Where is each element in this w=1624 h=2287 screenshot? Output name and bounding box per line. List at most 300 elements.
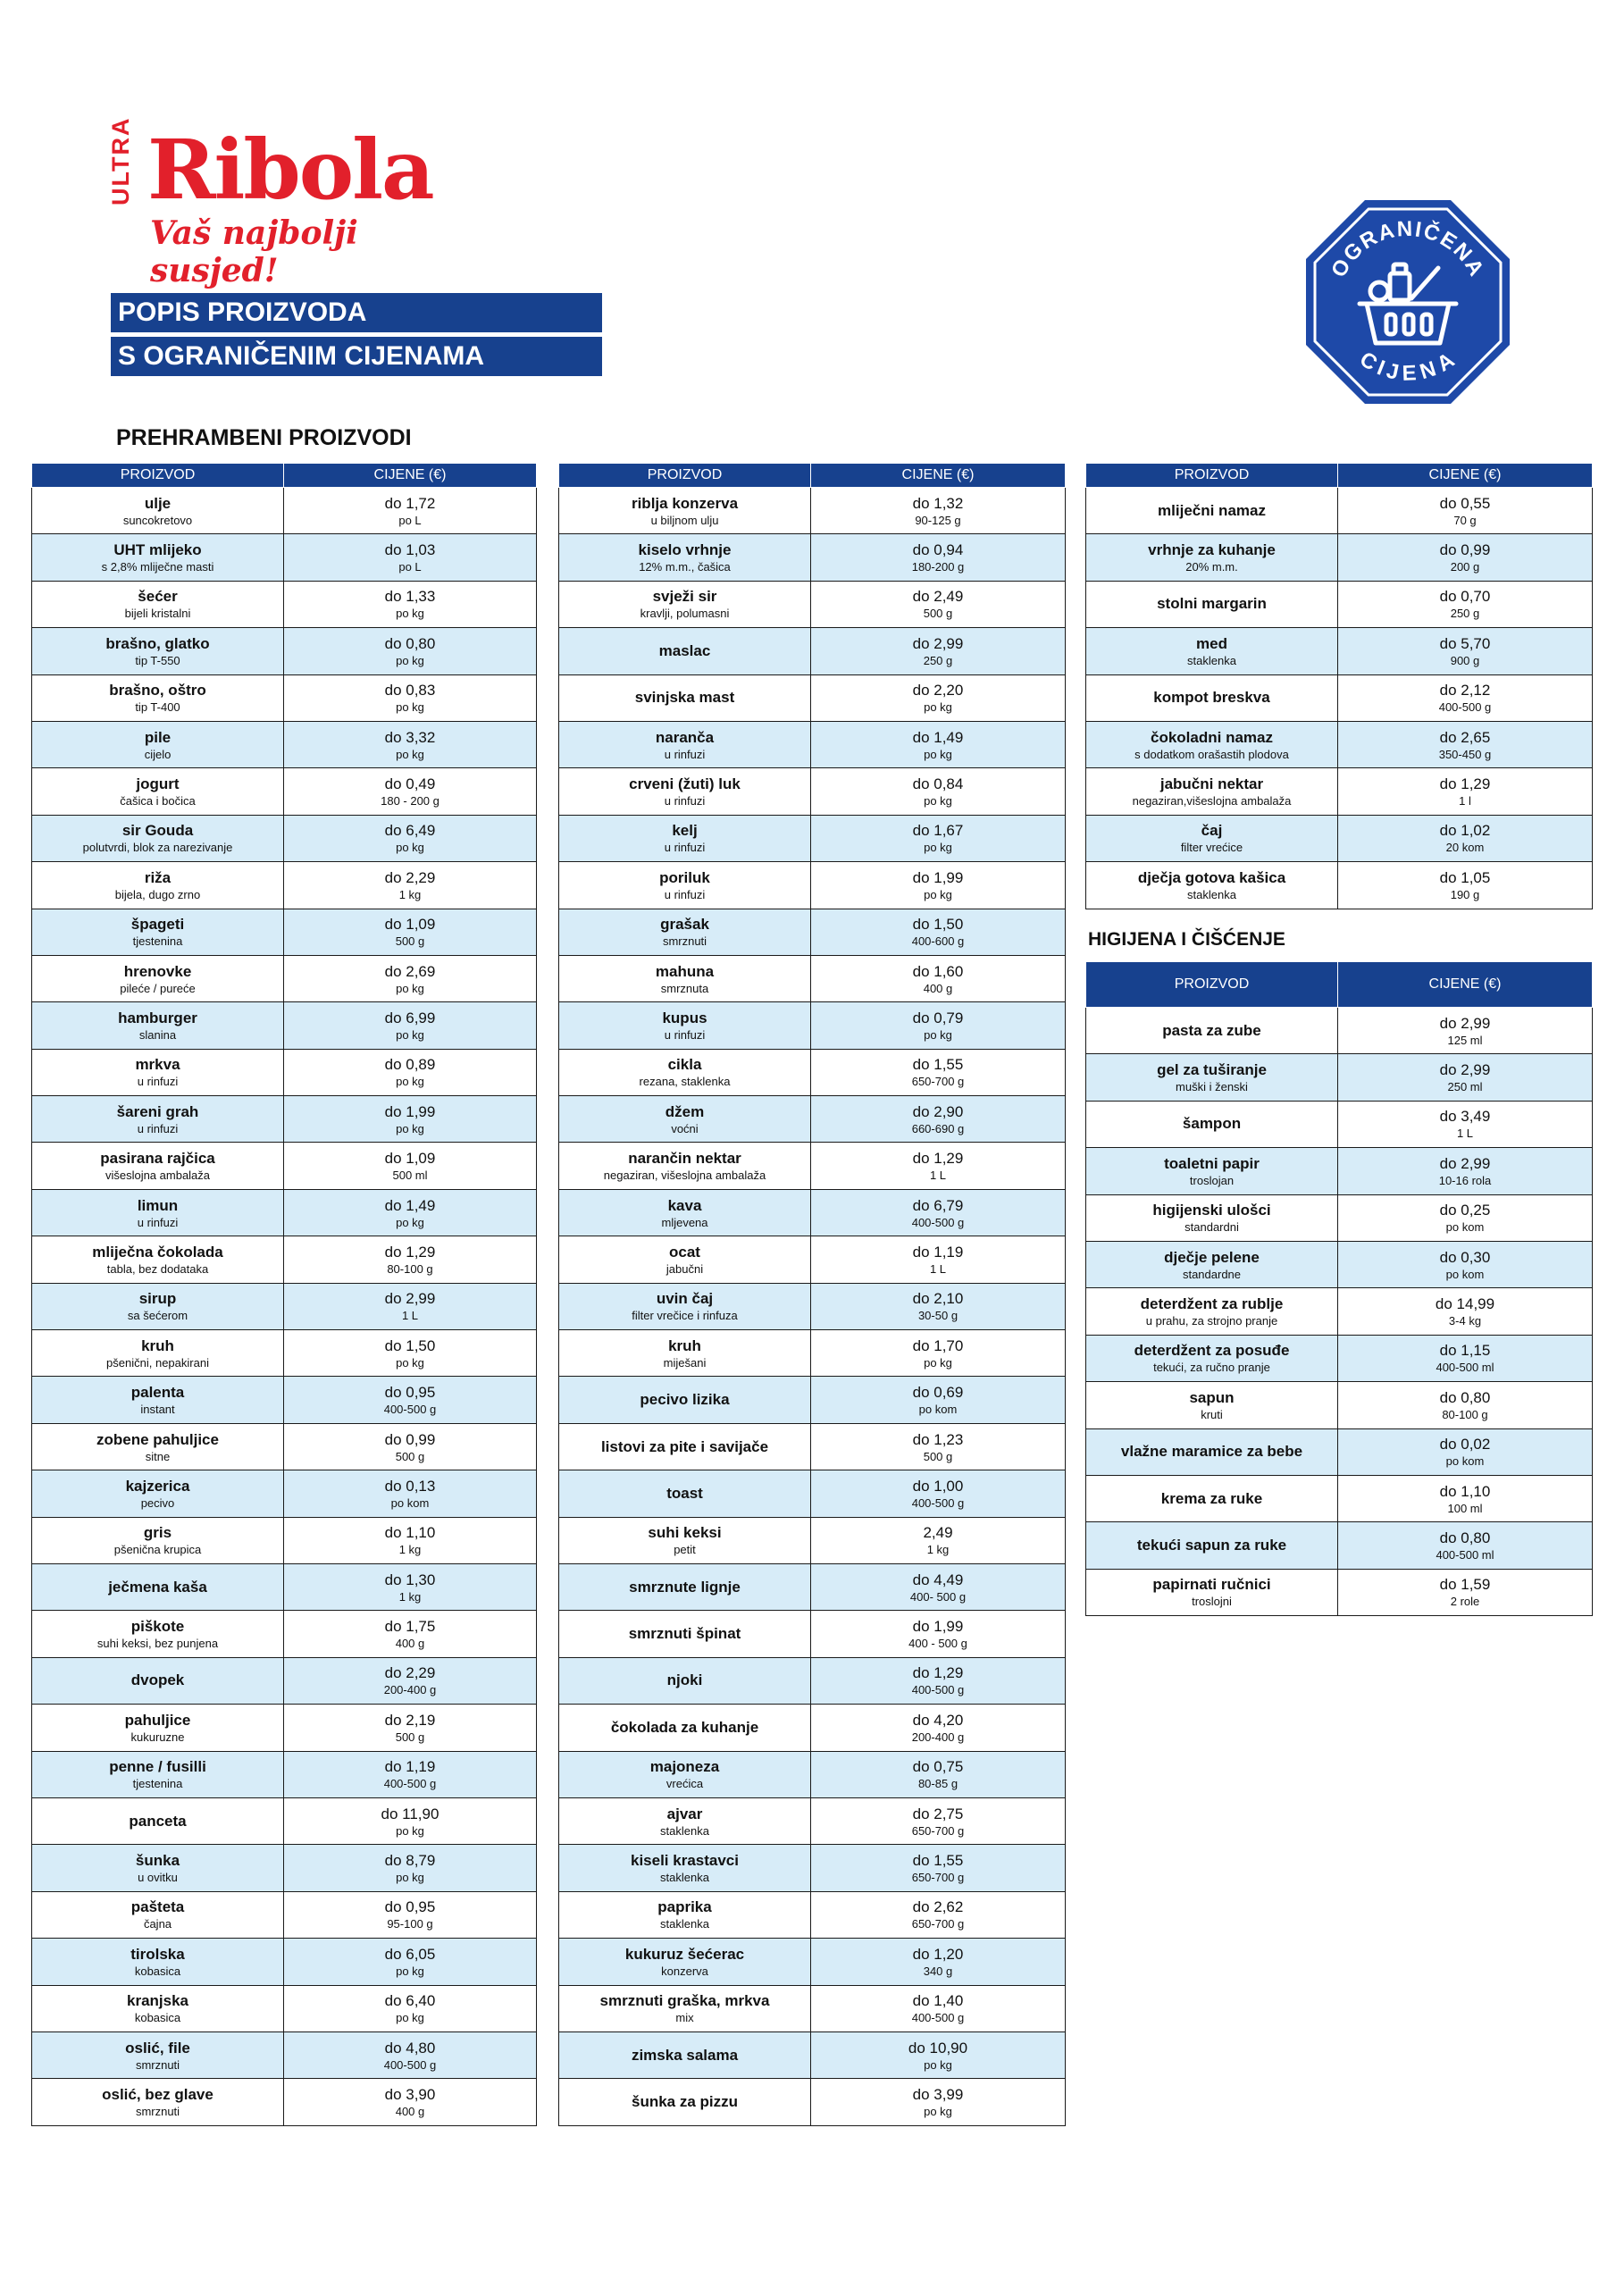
product-name: sapun [1189, 1388, 1235, 1406]
price-cell [811, 1705, 1066, 1751]
product-description: 12% m.m., čašica [639, 560, 731, 574]
price-value: do 2,99 [1439, 1014, 1491, 1032]
product-cell [32, 1283, 284, 1329]
product-name: mrkva [135, 1056, 180, 1074]
table-row [1086, 1148, 1593, 1194]
price-cell [284, 1751, 537, 1797]
header-price: CIJENE (€) [284, 464, 537, 488]
product-cell [32, 1563, 284, 1610]
product-name: kelj [672, 822, 698, 840]
price-cell [284, 1283, 537, 1329]
product-cell [1086, 1335, 1338, 1381]
price-cell [811, 1189, 1066, 1236]
price-unit: 500 g [395, 934, 425, 949]
product-cell [559, 1377, 811, 1423]
price-unit: 500 ml [392, 1169, 428, 1183]
product-name: vrhnje za kuhanje [1148, 541, 1276, 559]
price-cell [811, 1283, 1066, 1329]
price-unit: 350-450 g [1438, 747, 1492, 761]
price-value: do 0,84 [912, 775, 964, 793]
product-description: slanina [138, 1027, 177, 1042]
price-unit: 3-4 kg [1448, 1314, 1482, 1328]
price-cell [811, 2031, 1066, 2078]
price-value: do 1,60 [912, 962, 964, 980]
product-description: cijelo [144, 747, 172, 761]
table-row [1086, 628, 1593, 674]
price-cell [1338, 1569, 1593, 1615]
price-value: do 0,99 [1439, 541, 1491, 559]
hygiene-section-title: HIGIJENA I ČIŠĆENJE [1088, 929, 1285, 950]
price-cell [811, 1236, 1066, 1283]
product-name: pasirana rajčica [100, 1150, 215, 1168]
price-unit: po kg [924, 794, 952, 808]
price-cell [284, 1330, 537, 1377]
price-value: do 0,95 [384, 1384, 436, 1402]
product-name: riblja konzerva [631, 494, 739, 512]
product-name: listovi za pite i savijače [600, 1437, 769, 1455]
price-cell [284, 1002, 537, 1049]
table-row [559, 488, 1066, 534]
product-description: u rinfuzi [137, 1215, 179, 1229]
table-row [32, 2031, 537, 2078]
product-cell [32, 1002, 284, 1049]
product-cell [559, 1283, 811, 1329]
table-row [1086, 1428, 1593, 1475]
price-cell [811, 1377, 1066, 1423]
table-row [32, 909, 537, 955]
table-row [32, 1189, 537, 1236]
product-cell [32, 1751, 284, 1797]
table-row [559, 1236, 1066, 1283]
product-cell [32, 1049, 284, 1095]
price-cell [284, 815, 537, 861]
price-unit: po kg [924, 2057, 952, 2072]
product-description: suncokretovo [122, 513, 193, 527]
price-unit: 10-16 rola [1438, 1173, 1492, 1187]
table-row [32, 1236, 537, 1283]
price-unit: po kg [396, 1355, 424, 1370]
product-description: čašica i bočica [120, 794, 196, 808]
product-name: uvin čaj [656, 1290, 714, 1308]
table-row [32, 1985, 537, 2031]
price-unit: 1 l [1459, 794, 1471, 808]
product-cell [559, 2031, 811, 2078]
price-cell [1338, 1101, 1593, 1147]
price-value: do 2,29 [384, 1664, 436, 1682]
product-description: smrznuta [660, 981, 709, 995]
product-cell [32, 1470, 284, 1517]
product-description: kruti [1201, 1407, 1223, 1421]
product-cell [32, 721, 284, 767]
product-cell [32, 1189, 284, 1236]
product-name: riža [144, 868, 172, 886]
price-unit: po kg [396, 1075, 424, 1089]
product-name: gel za tuširanje [1157, 1061, 1267, 1079]
product-name: kruh [141, 1336, 174, 1354]
price-unit: 180-200 g [911, 560, 965, 574]
price-cell [1338, 768, 1593, 815]
price-unit: po kg [396, 1121, 424, 1135]
price-value: do 1,09 [384, 916, 436, 934]
price-cell [284, 1845, 537, 1891]
price-unit: 250 ml [1447, 1080, 1483, 1094]
product-name: jabučni nektar [1159, 775, 1264, 793]
product-description: s 2,8% mliječne masti [101, 560, 214, 574]
product-name: kiseli krastavci [631, 1852, 739, 1870]
price-unit: 650-700 g [911, 1917, 965, 1931]
product-name: brašno, glatko [105, 634, 210, 652]
product-description: tjestenina [132, 1777, 183, 1791]
price-cell [284, 2079, 537, 2125]
price-cell [284, 1377, 537, 1423]
product-description: u rinfuzi [664, 1027, 706, 1042]
table-row [559, 628, 1066, 674]
price-unit: 340 g [923, 1964, 953, 1978]
product-cell [32, 1985, 284, 2031]
product-description: filter vrećice [1180, 841, 1243, 855]
product-description: u rinfuzi [664, 747, 706, 761]
price-cell [811, 1517, 1066, 1563]
product-name: ocat [669, 1243, 700, 1261]
price-unit: 250 g [923, 653, 953, 667]
product-name: jogurt [136, 775, 180, 793]
price-cell [811, 1939, 1066, 1985]
price-unit: 400-500 g [383, 1777, 437, 1791]
product-cell [559, 1657, 811, 1704]
price-unit: 500 g [923, 607, 953, 621]
price-unit: po L [398, 513, 422, 527]
product-description: u rinfuzi [137, 1121, 179, 1135]
price-unit: po kg [396, 607, 424, 621]
product-description: mix [675, 2011, 694, 2025]
price-value: do 2,29 [384, 868, 436, 886]
price-value: do 2,75 [912, 1805, 964, 1822]
table-row [559, 1096, 1066, 1143]
table-row [1086, 581, 1593, 627]
price-cell [811, 674, 1066, 721]
price-unit: 400- 500 g [909, 1589, 967, 1604]
price-unit: 30-50 g [917, 1309, 958, 1323]
price-value: do 0,49 [384, 775, 436, 793]
product-cell [32, 2031, 284, 2078]
price-value: do 14,99 [1435, 1295, 1495, 1313]
price-cell [1338, 1335, 1593, 1381]
product-cell [32, 1236, 284, 1283]
price-cell [811, 862, 1066, 909]
product-cell [559, 1002, 811, 1049]
product-cell [32, 768, 284, 815]
product-cell [32, 1377, 284, 1423]
price-value: do 0,94 [912, 541, 964, 559]
product-name: cikla [667, 1056, 702, 1074]
price-cell [811, 1563, 1066, 1610]
product-cell [559, 1049, 811, 1095]
price-cell [284, 1470, 537, 1517]
price-cell [284, 1049, 537, 1095]
product-name: toast [666, 1484, 703, 1502]
table-row [1086, 1241, 1593, 1287]
product-description: u ovitku [138, 1871, 178, 1885]
product-name: smrznute lignje [629, 1578, 741, 1596]
product-description: smrznuti [662, 934, 707, 949]
product-description: polutvrdi, blok za narezivanje [82, 841, 233, 855]
price-value: do 3,49 [1439, 1108, 1491, 1126]
price-unit: 660-690 g [911, 1121, 965, 1135]
product-cell [559, 1470, 811, 1517]
price-cell [1338, 1008, 1593, 1054]
table-row [32, 1330, 537, 1377]
price-value: do 1,75 [384, 1618, 436, 1636]
table-row [32, 2079, 537, 2125]
product-description: staklenka [660, 1823, 709, 1838]
table-row [1086, 1288, 1593, 1335]
table-row [559, 815, 1066, 861]
page-title-line-2: S OGRANIČENIM CIJENAMA [111, 337, 602, 376]
price-cell [1338, 674, 1593, 721]
product-cell [1086, 1241, 1338, 1287]
product-description: staklenka [1187, 653, 1236, 667]
product-name: čokolada za kuhanje [610, 1718, 759, 1736]
price-unit: 200-400 g [911, 1730, 965, 1744]
price-unit: po kg [396, 747, 424, 761]
table-row [1086, 534, 1593, 581]
product-cell [559, 1563, 811, 1610]
product-name: papirnati ručnici [1152, 1576, 1271, 1594]
product-description: u biljnom ulju [650, 513, 719, 527]
price-cell [1338, 1382, 1593, 1428]
table-row [32, 1797, 537, 1844]
product-name: med [1196, 634, 1227, 652]
price-value: 2,49 [923, 1524, 953, 1542]
product-cell [32, 1657, 284, 1704]
product-description: negaziran,višeslojna ambalaža [1132, 794, 1292, 808]
product-cell [559, 1096, 811, 1143]
product-cell [1086, 1382, 1338, 1428]
price-unit: 250 g [1450, 607, 1480, 621]
product-name: smrznuti graška, mrkva [599, 1992, 770, 2010]
table-row [559, 1705, 1066, 1751]
price-cell [284, 955, 537, 1001]
product-name: šunka [135, 1852, 180, 1870]
product-description: u rinfuzi [137, 1075, 179, 1089]
product-name: svinjska mast [634, 689, 735, 707]
product-cell [32, 815, 284, 861]
product-cell [1086, 1194, 1338, 1241]
table-row [559, 1611, 1066, 1657]
product-name: oslić, file [125, 2039, 190, 2057]
product-name: naranča [655, 728, 715, 746]
price-cell [1338, 534, 1593, 581]
product-name: suhi keksi [648, 1524, 722, 1542]
product-description: bijela, dugo zrno [114, 887, 201, 901]
product-cell [559, 581, 811, 627]
product-cell [559, 1985, 811, 2031]
product-cell [32, 2079, 284, 2125]
product-name: hrenovke [123, 962, 192, 980]
product-name: pasta za zube [1162, 1021, 1261, 1039]
price-cell [1338, 628, 1593, 674]
price-value: do 10,90 [908, 2039, 968, 2057]
price-value: do 2,99 [1439, 1061, 1491, 1079]
price-unit: po kom [1445, 1267, 1485, 1281]
product-cell [1086, 1475, 1338, 1521]
price-unit: po kg [396, 1215, 424, 1229]
price-value: do 0,83 [384, 682, 436, 700]
product-cell [32, 1891, 284, 1938]
price-cell [811, 1002, 1066, 1049]
table-row [559, 1517, 1066, 1563]
price-value: do 1,50 [912, 916, 964, 934]
product-cell [32, 1330, 284, 1377]
limited-price-badge [1304, 198, 1511, 406]
table-row [32, 815, 537, 861]
product-cell [1086, 1101, 1338, 1147]
table-row [32, 1939, 537, 1985]
price-cell [1338, 1475, 1593, 1521]
price-cell [1338, 862, 1593, 909]
price-cell [284, 1143, 537, 1189]
product-cell [32, 1845, 284, 1891]
product-description: standardni [1185, 1220, 1239, 1235]
product-name: ulje [144, 494, 172, 512]
product-name: kajzerica [125, 1477, 190, 1495]
price-unit: 190 g [1450, 887, 1480, 901]
product-cell [32, 1096, 284, 1143]
price-cell [811, 815, 1066, 861]
product-cell [1086, 488, 1338, 534]
product-cell [559, 1891, 811, 1938]
product-cell [559, 488, 811, 534]
price-unit: 400 g [923, 981, 953, 995]
price-cell [811, 1657, 1066, 1704]
price-value: do 2,69 [384, 962, 436, 980]
product-cell [559, 1705, 811, 1751]
table-row [559, 1330, 1066, 1377]
food-table-3 [1085, 463, 1593, 909]
price-unit: 400 g [395, 2104, 425, 2118]
product-cell [1086, 1288, 1338, 1335]
price-unit: po kom [918, 1403, 958, 1417]
product-cell [559, 1611, 811, 1657]
price-cell [1338, 1194, 1593, 1241]
price-value: do 1,29 [1439, 775, 1491, 793]
price-cell [811, 721, 1066, 767]
price-value: do 1,29 [912, 1150, 964, 1168]
product-name: njoki [666, 1671, 703, 1689]
price-value: do 0,70 [1439, 588, 1491, 606]
table-row [559, 1751, 1066, 1797]
ribola-logo [107, 116, 482, 289]
price-value: do 0,80 [384, 634, 436, 652]
price-unit: po L [398, 560, 422, 574]
product-name: limun [137, 1196, 179, 1214]
product-description: filter vrečice i rinfuza [632, 1309, 738, 1323]
product-description: kobasica [134, 1964, 181, 1978]
product-description: mljevena [661, 1215, 708, 1229]
table-row [32, 674, 537, 721]
product-description: staklenka [1187, 887, 1236, 901]
price-value: do 3,32 [384, 728, 436, 746]
price-cell [284, 768, 537, 815]
price-value: do 0,80 [1439, 1388, 1491, 1406]
product-name: kukuruz šećerac [624, 1945, 745, 1963]
product-description: kukuruzne [130, 1730, 185, 1744]
price-value: do 1,55 [912, 1852, 964, 1870]
product-cell [32, 1705, 284, 1751]
price-value: do 0,30 [1439, 1248, 1491, 1266]
product-name: piškote [130, 1618, 185, 1636]
product-name: sir Gouda [121, 822, 194, 840]
table-row [559, 909, 1066, 955]
table-row [559, 1423, 1066, 1470]
price-value: do 1,70 [912, 1336, 964, 1354]
price-value: do 1,00 [912, 1477, 964, 1495]
product-description: tip T-400 [135, 700, 180, 715]
product-cell [1086, 1428, 1338, 1475]
table-row [559, 1470, 1066, 1517]
product-cell [559, 1845, 811, 1891]
price-cell [811, 1751, 1066, 1797]
price-value: do 1,29 [912, 1664, 964, 1682]
product-description: kobasica [134, 2011, 181, 2025]
price-value: do 1,19 [384, 1758, 436, 1776]
product-name: pahuljice [124, 1711, 191, 1729]
price-value: do 1,19 [912, 1243, 964, 1261]
table-row [32, 1517, 537, 1563]
price-cell [284, 721, 537, 767]
table-row [559, 1797, 1066, 1844]
price-cell [1338, 1522, 1593, 1569]
product-description: tjestenina [132, 934, 183, 949]
price-cell [811, 488, 1066, 534]
price-value: do 1,03 [384, 541, 436, 559]
table-row [1086, 1569, 1593, 1615]
price-value: do 1,02 [1439, 822, 1491, 840]
product-name: kiselo vrhnje [638, 541, 732, 559]
product-name: poriluk [659, 868, 710, 886]
product-cell [1086, 721, 1338, 767]
product-name: pecivo lizika [640, 1391, 730, 1409]
product-cell [1086, 1522, 1338, 1569]
price-unit: po kom [1445, 1454, 1485, 1469]
price-unit: 80-85 g [917, 1777, 958, 1791]
table-row [32, 1143, 537, 1189]
product-name: mahuna [655, 962, 715, 980]
price-unit: 400-500 g [911, 1215, 965, 1229]
product-cell [559, 2079, 811, 2125]
price-unit: 90-125 g [915, 513, 961, 527]
price-cell [284, 1657, 537, 1704]
price-value: do 2,49 [912, 588, 964, 606]
price-unit: po kg [396, 1964, 424, 1978]
price-value: do 1,99 [912, 1618, 964, 1636]
price-unit: 1 L [929, 1169, 947, 1183]
product-name: pile [144, 728, 172, 746]
price-value: do 1,10 [1439, 1482, 1491, 1500]
price-value: do 0,02 [1439, 1436, 1491, 1453]
price-unit: 400-500 ml [1436, 1547, 1494, 1562]
product-cell [1086, 534, 1338, 581]
product-description: pšenična krupica [113, 1543, 202, 1557]
price-value: do 2,65 [1439, 728, 1491, 746]
product-name: čokoladni namaz [1151, 728, 1273, 746]
price-cell [284, 2031, 537, 2078]
header-product: PROIZVOD [559, 464, 811, 488]
price-unit: 1 kg [926, 1543, 950, 1557]
price-value: do 0,55 [1439, 494, 1491, 512]
price-value: do 8,79 [384, 1852, 436, 1870]
product-name: tirolska [130, 1945, 185, 1963]
